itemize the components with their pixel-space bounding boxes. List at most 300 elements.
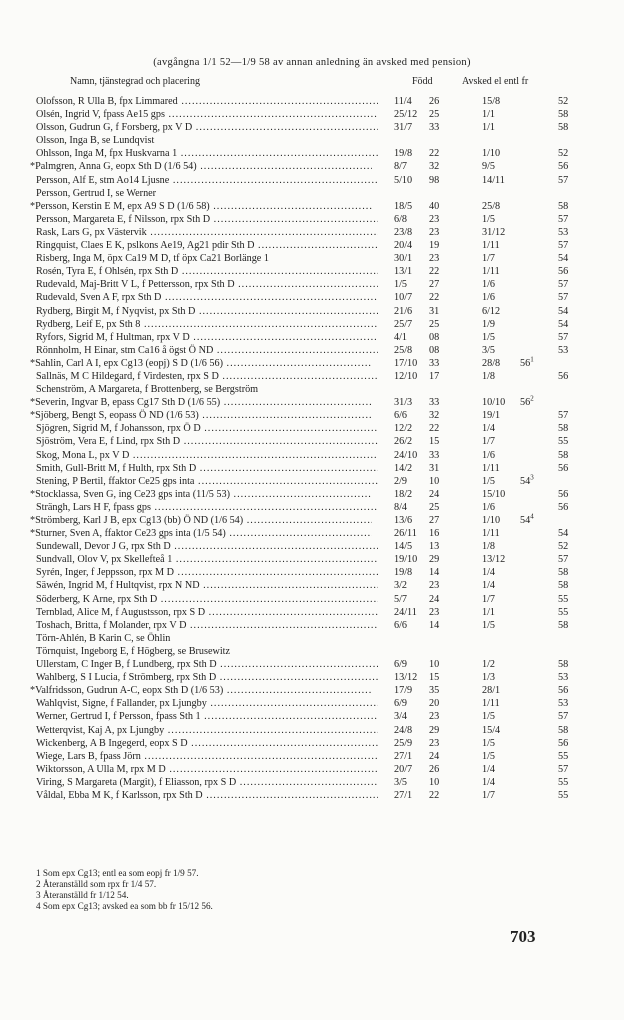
leave-date [482,671,569,684]
leave-date [482,737,569,750]
table-row [30,527,596,540]
born-year: 31 [429,305,440,317]
leave-date [482,593,569,606]
entry-name: *Persson, Kerstin E M, epx A9 S D (1/6 58) ..... [30,200,372,213]
born-year: 35 [429,685,440,697]
table-row [36,383,596,396]
born-year: 24 [429,488,440,500]
leave-year-value: 58 [558,724,569,736]
leave-year-value: 56 [558,161,569,173]
born-year: 10 [429,659,440,671]
leave-year-value: 55 [558,789,569,801]
leave-year-value: 57 [558,213,569,225]
footnote-ref: 4 [530,512,534,521]
born-year: 31 [429,462,440,474]
leave-year-value: 52 [558,148,569,160]
table-row [36,737,596,750]
leave-date [482,331,569,344]
born-day-month: 13/6 [394,515,413,526]
leave-date [482,619,569,632]
leave-day-month: 6/12 [482,305,501,317]
leave-year-value: 58 [558,122,569,134]
table-row [36,697,596,710]
table-row [36,318,596,331]
leave-day-month: 25/8 [482,200,501,212]
born-date [394,776,456,789]
born-date [394,763,456,776]
table-row [36,291,596,304]
leave-day-month: 1/11 [482,462,500,474]
leave-date [482,710,569,723]
leave-year-value: 54 [520,475,531,487]
born-date [394,174,456,187]
leave-day-month: 1/1 [482,109,496,121]
entry-name: Persson, Margareta E, f Nilsson, rpx Sth D ..... [36,213,378,226]
born-year: 23 [429,253,440,265]
leave-day-month: 1/4 [482,776,496,788]
born-year: 40 [429,200,440,212]
born-day-month: 19/8 [394,567,413,579]
leave-day-month: 1/6 [482,279,496,291]
leave-date [482,200,569,213]
born-day-month: 31/7 [394,122,413,134]
born-day-month: 26/11 [394,528,417,540]
table-row [36,147,596,160]
leave-date [482,265,569,278]
table-row [30,684,596,697]
entry-name: Toshach, Britta, f Molander, rpx V D ..... [36,619,378,632]
entry-name: Törnquist, Ingeborg E, f Högberg, se Brusewitz [36,645,230,657]
born-date [394,305,456,318]
born-date [394,619,456,632]
leave-day-month: 15/8 [482,96,501,107]
born-date [394,435,456,448]
leave-date [482,305,569,318]
entry-name: Smith, Gull-Britt M, f Hulth, rpx Sth D ..... [36,462,378,475]
leave-year-value: 54 [558,305,569,317]
leave-year-value: 57 [558,331,569,343]
entry-name: Persson, Gertrud I, se Werner [36,187,157,199]
entry-name: Olsson, Inga B, se Lundqvist [36,135,155,147]
leave-day-month: 9/5 [482,161,496,173]
entry-name: Sjögren, Sigrid M, f Johansson, rpx Ö D ..... [36,422,378,435]
personnel-list [30,95,596,802]
leave-year-value: 57 [558,410,569,422]
born-year: 23 [429,711,440,723]
born-date [394,121,456,134]
leave-day-month: 1/5 [482,213,496,225]
born-day-month: 4/1 [394,331,408,343]
entry-name: Sundewall, Devor J G, rpx Sth D ..... [36,540,378,553]
table-row [36,370,596,383]
born-year: 25 [429,501,440,513]
table-row [36,134,596,147]
leave-year-value: 53 [558,698,569,710]
entry-name: Strängh, Lars H F, fpass gps ..... [36,501,378,514]
leave-year-value: 57 [558,174,569,186]
leave-year-value: 58 [558,659,569,671]
table-row [36,724,596,737]
born-date [394,540,456,553]
leave-day-month: 1/4 [482,567,496,579]
leave-date [482,121,569,134]
table-row [36,619,596,632]
born-year: 22 [429,423,440,435]
leave-day-month: 3/5 [482,344,496,356]
leave-day-month: 1/7 [482,253,496,265]
table-row [36,174,596,187]
leave-day-month: 1/7 [482,593,496,605]
born-date [394,370,456,383]
table-row [36,553,596,566]
entry-name: Skog, Mona L, px V D ..... [36,449,378,462]
born-day-month: 17/9 [394,685,413,697]
entry-name: Rönnholm, H Einar, stm Ca16 å ögst Ö ND ..... [36,344,378,357]
leave-date [482,435,569,448]
table-row [36,593,596,606]
table-row [30,160,596,173]
born-year: 33 [429,357,440,369]
born-year: 22 [429,292,440,304]
table-row [36,278,596,291]
table-row [30,355,596,370]
leave-date [482,514,562,527]
leave-date [482,108,569,121]
table-row [36,265,596,278]
footnote: 2 Återanställd som rpx fr 1/4 57. [36,879,157,889]
born-date [394,409,456,422]
born-date [394,750,456,763]
born-date [394,200,456,213]
leave-date [482,684,569,697]
leave-year-value: 57 [558,240,569,252]
footnotes [36,868,213,912]
born-date [394,553,456,566]
column-header-name: Namn, tjänstegrad och placering [70,76,200,87]
born-date [394,475,456,488]
born-year: 22 [429,789,440,801]
entry-name: Sundvall, Olov V, px Skellefteå 1 ..... [36,553,378,566]
born-year: 23 [429,737,440,749]
born-date [394,318,456,331]
born-date [394,291,456,304]
leave-date [482,462,569,475]
footnote: 1 Som epx Cg13; entl ea som eopj fr 1/9 57. [36,868,199,878]
table-row [36,239,596,252]
entry-name: Sjöström, Vera E, f Lind, rpx Sth D ..... [36,435,378,448]
leave-year-value: 58 [558,200,569,212]
born-date [394,160,456,173]
born-day-month: 23/8 [394,226,413,238]
born-year: 24 [429,593,440,605]
leave-year-value: 55 [558,750,569,762]
table-row [36,475,596,488]
leave-day-month: 13/12 [482,554,506,566]
born-date [394,108,456,121]
born-date [394,606,456,619]
leave-date [482,318,569,331]
table-row [36,789,596,802]
leave-day-month: 1/5 [482,619,496,631]
born-year: 26 [429,763,440,775]
entry-name: Våldal, Ebba M K, f Karlsson, rpx Sth D ..... [36,789,378,802]
born-day-month: 19/8 [394,148,413,160]
leave-day-month: 1/6 [482,449,496,461]
born-day-month: 27/1 [394,789,413,801]
born-date [394,213,456,226]
table-row [36,108,596,121]
born-day-month: 11/4 [394,96,412,107]
born-date [394,344,456,357]
leave-date [482,226,569,239]
leave-day-month: 1/8 [482,370,496,382]
born-day-month: 3/5 [394,776,408,788]
leave-date [482,357,562,370]
born-year: 23 [429,213,440,225]
born-day-month: 25/8 [394,344,413,356]
born-date [394,449,456,462]
born-day-month: 13/12 [394,672,418,684]
entry-name: Wahlqvist, Signe, f Fallander, px Ljungby ..... [36,697,378,710]
table-row [36,462,596,475]
leave-day-month: 1/7 [482,789,496,801]
born-date [394,396,456,409]
leave-day-month: 1/5 [482,737,496,749]
table-row [36,501,596,514]
table-row [36,632,596,645]
leave-date [482,724,569,737]
leave-date [482,579,569,592]
born-day-month: 25/12 [394,109,418,121]
born-day-month: 26/2 [394,436,413,448]
table-row [36,606,596,619]
leave-date [482,527,569,540]
entry-name: Ringquist, Claes E K, pslkons Ae19, Ag21 pdir Sth D ..... [36,239,378,252]
born-date [394,789,456,802]
born-day-month: 24/11 [394,606,417,618]
leave-year-value: 54 [558,253,569,265]
born-year: 25 [429,109,440,121]
table-row [30,200,596,213]
leave-date [482,252,569,265]
born-date [394,671,456,684]
page-number: 703 [510,927,536,946]
born-year: 19 [429,240,440,252]
leave-year-value: 56 [558,488,569,500]
born-day-month: 20/4 [394,240,413,252]
leave-date [482,501,569,514]
table-row [36,645,596,658]
born-year: 17 [429,370,440,382]
table-row [36,671,596,684]
born-year: 29 [429,554,440,566]
leave-day-month: 1/10 [482,148,501,160]
table-row [36,658,596,671]
born-day-month: 6/6 [394,619,408,631]
leave-year-value: 57 [558,763,569,775]
leave-date [482,789,569,802]
leave-date [482,278,569,291]
leave-day-month: 14/11 [482,174,505,186]
born-date [394,357,456,370]
leave-year-value: 58 [558,619,569,631]
born-day-month: 5/10 [394,174,413,186]
leave-year [520,514,534,527]
entry-name: *Severin, Ingvar B, epass Cg17 Sth D (1/6 55) ..... [30,396,372,409]
leave-date [482,344,569,357]
born-date [394,278,456,291]
table-row [36,252,596,265]
table-row [36,566,596,579]
leave-date [482,213,569,226]
leave-year-value: 58 [558,109,569,121]
entry-name: Olsén, Ingrid V, fpass Ae15 gps ..... [36,108,378,121]
born-day-month: 17/10 [394,357,418,369]
leave-day-month: 1/2 [482,659,496,671]
born-date [394,239,456,252]
born-date [394,593,456,606]
born-year: 22 [429,148,440,160]
leave-day-month: 1/11 [482,528,500,540]
leave-day-month: 28/8 [482,357,501,369]
table-row [36,763,596,776]
born-date [394,514,456,527]
leave-day-month: 1/9 [482,318,496,330]
leave-day-month: 1/1 [482,122,496,134]
leave-year-value: 55 [558,593,569,605]
entry-name: Sallnäs, M C Hildegard, f Virdesten, rpx S D ..... [36,370,378,383]
leave-year-value: 57 [558,279,569,291]
leave-date [482,449,569,462]
table-row [36,344,596,357]
leave-date [482,396,562,409]
born-day-month: 3/4 [394,711,408,723]
table-row [36,710,596,723]
born-day-month: 1/5 [394,279,408,291]
leave-date [482,750,569,763]
footnote: 3 Återanställd fr 1/12 54. [36,890,129,900]
born-day-month: 6/6 [394,410,408,422]
born-day-month: 5/7 [394,593,408,605]
leave-year-value: 56 [558,685,569,697]
leave-year-value: 56 [558,370,569,382]
born-date [394,265,456,278]
born-day-month: 6/8 [394,213,408,225]
leave-year-value: 55 [558,606,569,618]
leave-date [482,697,569,710]
entry-name: Ullerstam, C Inger B, f Lundberg, rpx Sth D ..... [36,658,378,671]
column-header-left: Avsked el entl fr [462,76,529,87]
entry-name: *Sjöberg, Bengt S, eopass Ö ND (1/6 53) ..... [30,409,372,422]
entry-name: Werner, Gertrud I, f Persson, fpass Sth 1 ..... [36,710,378,723]
born-year: 27 [429,279,440,291]
table-row [30,488,596,501]
entry-name: Olofsson, R Ulla B, fpx Limmared ..... [36,95,378,108]
table-row [36,331,596,344]
born-year: 32 [429,410,440,422]
leave-date [482,422,569,435]
born-day-month: 6/9 [394,659,408,671]
table-row [36,750,596,763]
entry-name: Syrén, Inger, f Jeppsson, rpx M D ..... [36,566,378,579]
leave-year-value: 57 [558,554,569,566]
born-year: 33 [429,397,440,409]
entry-name: *Palmgren, Anna G, eopx Sth D (1/6 54) ..... [30,160,372,173]
leave-date [482,95,569,108]
entry-name: Wiktorsson, A Ulla M, rpx M D ..... [36,763,378,776]
table-row [36,540,596,553]
leave-year-value: 52 [558,541,569,553]
leave-year-value: 56 [520,397,531,409]
leave-year [520,396,534,409]
entry-name: Törn-Ahlén, B Karin C, se Öhlin [36,632,171,644]
born-date [394,658,456,671]
leave-date [482,160,569,173]
leave-date [482,776,569,789]
entry-name: Rydberg, Leif E, px Sth 8 ..... [36,318,378,331]
born-year: 10 [429,475,440,487]
entry-name: Rydberg, Birgit M, f Nyqvist, px Sth D ..... [36,305,378,318]
leave-year-value: 54 [520,515,531,526]
footnote-ref: 1 [530,355,534,364]
entry-name: *Strömberg, Karl J B, epx Cg13 (bb) Ö ND (1/6 54) ..... [30,514,372,527]
table-row [30,409,596,422]
entry-name: Persson, Alf E, stm Ao14 Ljusne ..... [36,174,378,187]
leave-day-month: 1/8 [482,541,496,553]
entry-name: Söderberg, K Arne, rpx Sth D ..... [36,593,378,606]
leave-year-value: 54 [558,318,569,330]
born-date [394,226,456,239]
born-day-month: 31/3 [394,397,413,409]
leave-day-month: 1/10 [482,515,501,526]
born-year: 23 [429,606,440,618]
born-day-month: 25/9 [394,737,413,749]
leave-day-month: 1/11 [482,698,500,710]
leave-day-month: 1/1 [482,606,496,618]
leave-date [482,566,569,579]
table-row [36,213,596,226]
leave-day-month: 1/7 [482,436,496,448]
entry-name: *Stocklassa, Sven G, ing Ce23 gps inta (11/5 53) ..... [30,488,372,501]
born-year: 16 [429,528,440,540]
list-subtitle: (avgångna 1/1 52—1/9 58 av annan anledning än avsked med pension) [153,57,471,68]
born-day-month: 10/7 [394,292,413,304]
table-row [36,422,596,435]
leave-date [482,540,569,553]
table-row [36,305,596,318]
leave-year-value: 55 [558,436,569,448]
leave-year-value: 57 [558,711,569,723]
born-day-month: 13/1 [394,266,413,278]
table-row [36,435,596,448]
born-day-month: 8/4 [394,501,408,513]
born-year: 27 [429,515,440,526]
leave-day-month: 19/1 [482,410,501,422]
born-day-month: 6/9 [394,698,408,710]
entry-name: Rosén, Tyra E, f Ohlsén, rpx Sth D ..... [36,265,378,278]
born-date [394,697,456,710]
entry-name: Wetterqvist, Kaj A, px Ljungby ..... [36,724,378,737]
born-day-month: 24/10 [394,449,418,461]
leave-day-month: 1/5 [482,711,496,723]
born-day-month: 27/1 [394,750,413,762]
leave-day-month: 1/6 [482,292,496,304]
born-date [394,501,456,514]
born-day-month: 25/7 [394,318,413,330]
table-row [36,579,596,592]
leave-date [482,658,569,671]
born-year: 33 [429,122,440,134]
